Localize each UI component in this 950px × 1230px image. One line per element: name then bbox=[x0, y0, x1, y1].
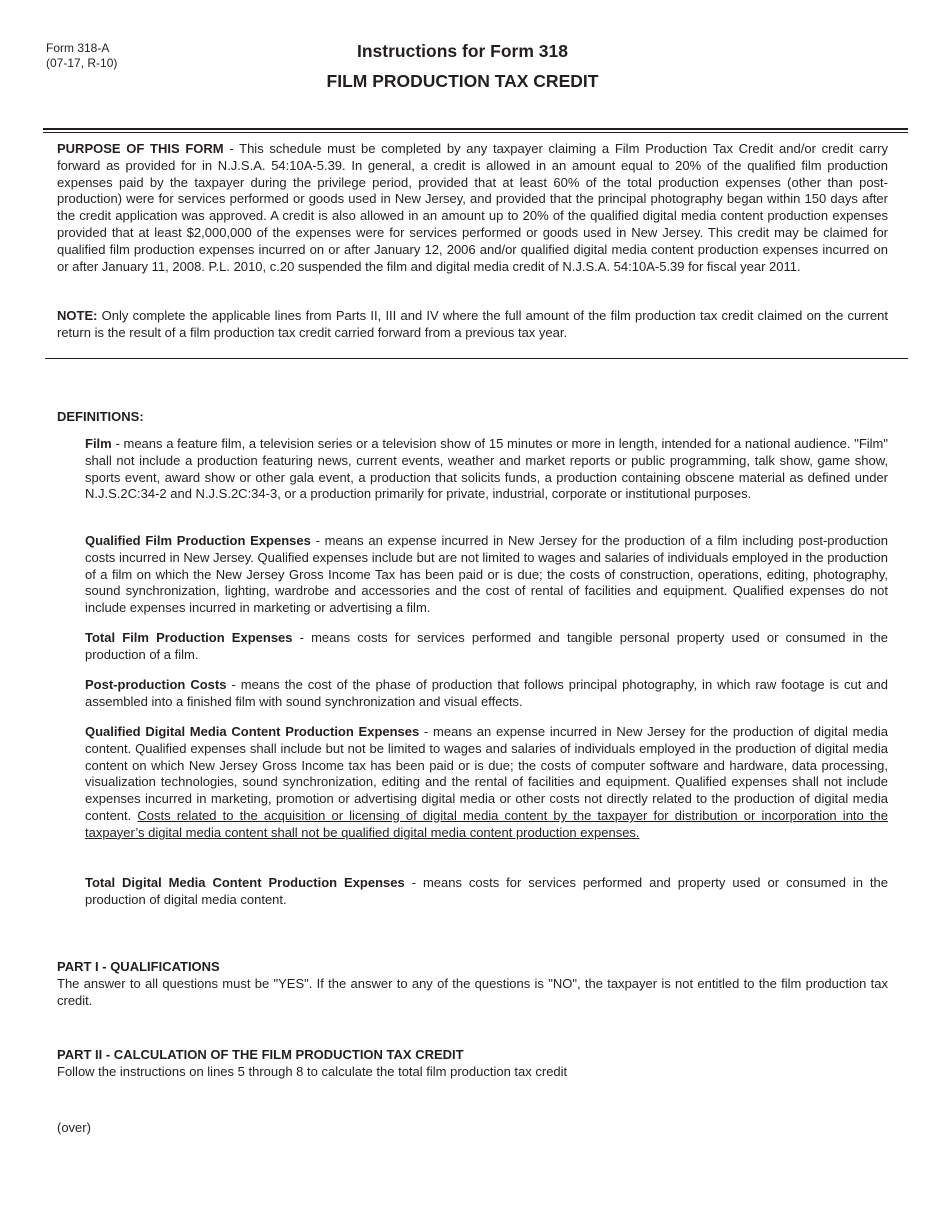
purpose-text: - This schedule must be completed by any taxpayer claiming a Film Production Tax Credit and/or credit carry forward as provided for in N.J.S.A. 54:10A-5.39. In general, a credit is allowed in an amount equal to 20% of the qualified film production expenses paid by the taxpayer during the privilege period, provided that at least 60% of the total production expenses (other than post-production) were for services performed or goods used in New Jersey, and provided that the principal photography began within 150 days after the credit application was approved. A credit is also allowed in an amount up to 20% of the qualified digital media content production expenses provided that at least $2,000,000 of the expenses were for services performed or goods used in New Jersey. This credit may be claimed for qualified film production expenses incurred on or after January 12, 2006 and/or qualified digital media content production expenses incurred on or after January 11, 2008. P.L. 2010, c.20 suspended the film and digital media credit of N.J.S.A. 54:10A-5.39 for fiscal year 2011. bbox=[57, 141, 888, 274]
form-revision: (07-17, R-10) bbox=[46, 56, 118, 70]
definition-term: Total Digital Media Content Production Expenses bbox=[85, 875, 405, 890]
definition-text: - means an expense incurred in New Jersey for the production of a film including post-production costs incurred in New Jersey. Qualified expenses include but are not limited to wages and salaries of individuals employed in the production of a film on which the New Jersey Gross Income Tax has been paid or is due; the costs of construction, operations, editing, photography, sound synchronization, lighting, wardrobe and accessories and the cost of rental of facilities and equipment. Qualified expenses do not include expenses incurred in marketing or advertising a film. bbox=[85, 533, 888, 616]
definition-text: - means a feature film, a television series or a television show of 15 minutes or more in length, intended for a national audience. "Film" shall not include a production featuring news, current events, weather and market reports or public programming, talk show, game show, sports event, award show or other gala event, a production that solicits funds, a production containing obscene material as defined under N.J.S.2C:34-2 and N.J.S.2C:34-3, or a production primarily for private, industrial, corporate or institutional purposes. bbox=[85, 436, 888, 502]
definition-term: Qualified Digital Media Content Production Expenses bbox=[85, 724, 420, 739]
definition-term: Post-production Costs bbox=[85, 677, 227, 692]
note-heading: NOTE: bbox=[57, 308, 98, 323]
definition-term: Qualified Film Production Expenses bbox=[85, 533, 311, 548]
note-paragraph bbox=[57, 308, 888, 342]
section-divider bbox=[45, 358, 908, 359]
definition-total-film-expenses bbox=[85, 630, 888, 664]
part1-section bbox=[57, 959, 888, 1009]
form-number: Form 318-A bbox=[46, 41, 110, 55]
definition-text: - means the cost of the phase of production that follows principal photography, in which raw footage is cut and assembled into a finished film with sound synchronization and visual effects. bbox=[85, 677, 888, 709]
definition-underlined-text: Costs related to the acquisition or licensing of digital media content by the taxpayer for distribution or incorporation into the taxpayer’s digital media content shall not be qualified digital media content production expenses. bbox=[85, 807, 888, 840]
part2-heading: PART II - CALCULATION OF THE FILM PRODUCTION TAX CREDIT bbox=[57, 1047, 464, 1062]
purpose-paragraph bbox=[57, 141, 888, 275]
definition-qualified-film-expenses bbox=[85, 533, 888, 617]
part2-text: Follow the instructions on lines 5 through 8 to calculate the total film production tax credit bbox=[57, 1063, 568, 1079]
part1-heading: PART I - QUALIFICATIONS bbox=[57, 959, 220, 974]
top-rule-thin bbox=[43, 132, 908, 133]
definitions-heading-paragraph bbox=[57, 409, 888, 426]
definition-total-digital-expenses bbox=[85, 875, 888, 909]
definition-text: - means costs for services performed and tangible personal property used or consumed in the production of a film. bbox=[85, 630, 888, 662]
definition-text: - means costs for services performed and property used or consumed in the production of digital media content. bbox=[85, 875, 888, 907]
page-subtitle: FILM PRODUCTION TAX CREDIT bbox=[326, 71, 599, 91]
definition-text: - means an expense incurred in New Jersey for the production of digital media content. Qualified expenses shall include but not be limited to wages and salaries of individuals employed in the production of digital media content on which New Jersey Gross Income tax has been paid or is due; the costs of computer software and hardware, data processing, visualization technologies, sound synchronization, editing and the rental of facilities and equipment. Qualified expenses shall not include expenses incurred in marketing, promotion or advertising digital media or other costs not directly related to the production of digital media content. bbox=[85, 724, 888, 823]
page-title: Instructions for Form 318 bbox=[356, 41, 568, 61]
definition-film bbox=[85, 436, 888, 503]
title-block bbox=[0, 40, 950, 92]
part2-section bbox=[57, 1047, 888, 1081]
part1-text: The answer to all questions must be "YES". If the answer to any of the questions is "NO", the taxpayer is not entitled to the film production tax credit. bbox=[57, 975, 888, 1008]
definition-qualified-digital-expenses bbox=[85, 724, 888, 842]
over-label: (over) bbox=[57, 1120, 91, 1135]
top-rule-thick bbox=[43, 128, 908, 130]
definitions-heading: DEFINITIONS: bbox=[57, 409, 144, 424]
purpose-heading: PURPOSE OF THIS FORM bbox=[57, 141, 224, 156]
note-text: Only complete the applicable lines from Parts II, III and IV where the full amount of the film production tax credit claimed on the current return is the result of a film production tax credit carried forward from a previous tax year. bbox=[57, 308, 888, 340]
definition-post-production-costs bbox=[85, 677, 888, 711]
definition-term: Film bbox=[85, 436, 112, 451]
definition-term: Total Film Production Expenses bbox=[85, 630, 293, 645]
